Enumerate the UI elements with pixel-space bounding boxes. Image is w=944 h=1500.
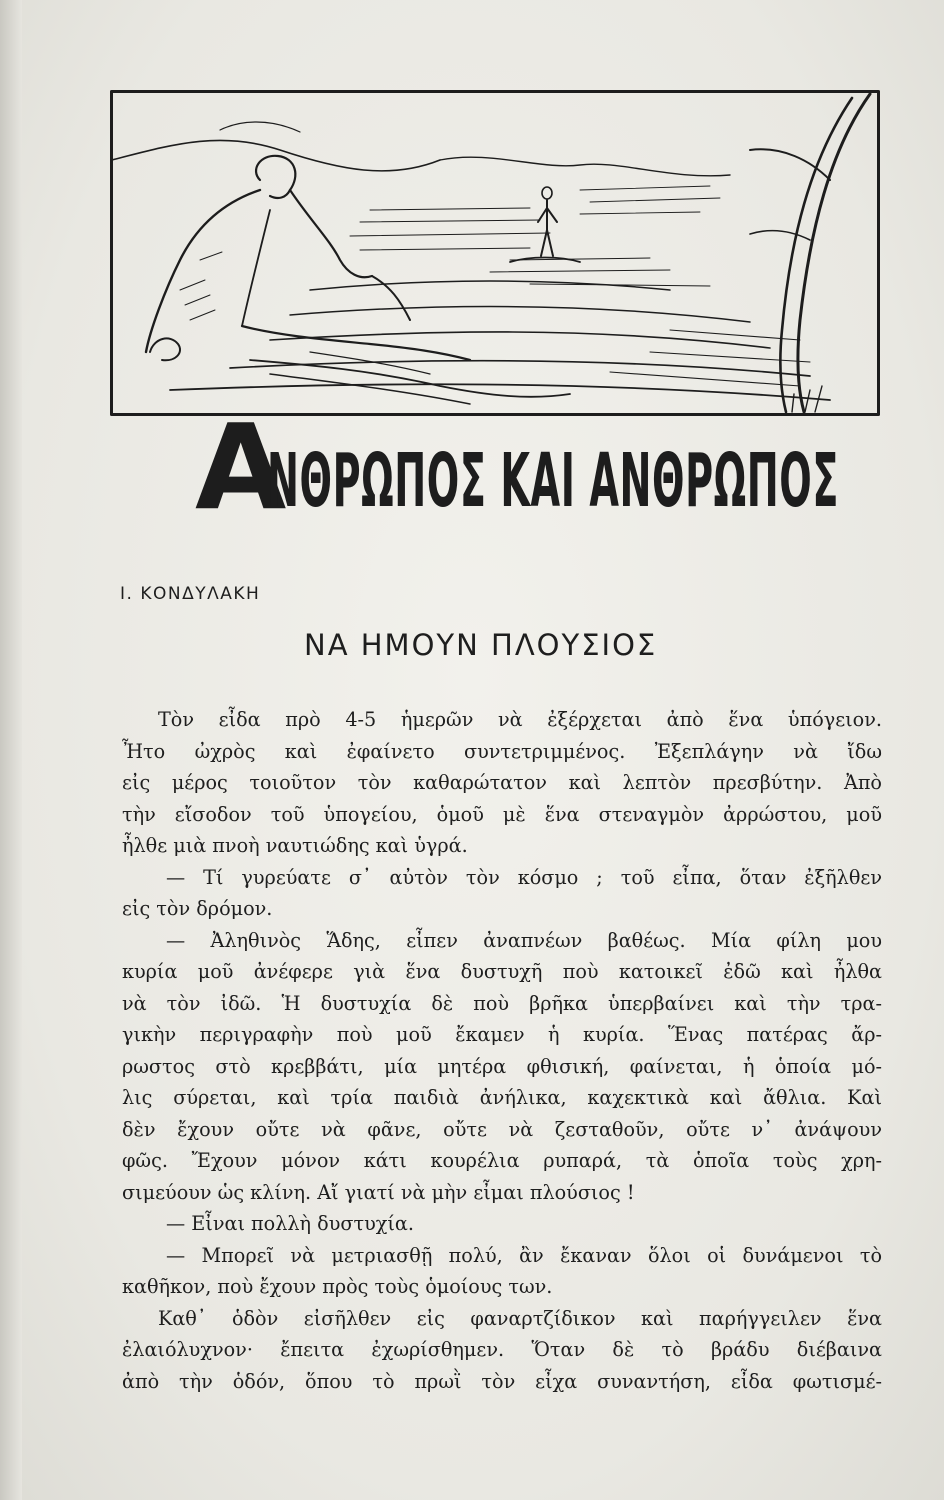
text-line: ἐλαιόλυχνον· ἔπειτα ἐχωρίσθημεν. Ὅταν δὲ τὸ βράδυ διέβαινα — [122, 1338, 882, 1361]
text-line: ἦλθε μιὰ πνοὴ ναυτιώδης καὶ ὑγρά. — [122, 834, 468, 857]
text-line: εἰς τὸν δρόμον. — [122, 897, 273, 920]
text-line: σιμεύουν ὡς κλίνη. Αἴ γιατί νὰ μὴν εἶμαι πλούσιος ! — [122, 1180, 635, 1204]
header-illustration — [110, 90, 880, 416]
author-name: Ι. ΚΟΝΔΥΛΑΚΗ — [120, 584, 261, 604]
text-line: καθῆκον, ποὺ ἔχουν πρὸς τοὺς ὁμοίους των. — [122, 1275, 553, 1298]
text-line: Καθ᾽ ὁδὸν εἰσῆλθεν εἰς φαναρτζίδικον καὶ παρήγγειλεν ἕνα — [158, 1306, 882, 1330]
story-body — [122, 704, 882, 1397]
text-line: Ἦτο ὠχρὸς καὶ ἐφαίνετο συντετριμμένος. Ἐξεπλάγην νὰ ἴδω — [122, 739, 882, 763]
header-title-text: ΝΘΡΩΠΟΣ ΚΑΙ ΑΝΘΡΩΠΟΣ — [267, 438, 839, 520]
text-line: φῶς. Ἔχουν μόνον κάτι κουρέλια ρυπαρά, τὰ ὁποῖα τοὺς χρη- — [122, 1149, 882, 1172]
text-line: γικὴν περιγραφὴν ποὺ μοῦ ἔκαμεν ἡ κυρία. Ἕνας πατέρας ἄρ- — [122, 1023, 882, 1046]
text-line: τὴν εἴσοδον τοῦ ὑπογείου, ὁμοῦ μὲ ἕνα στεναγμὸν ἀρρώστου, μοῦ — [122, 802, 882, 826]
text-line: — Εἶναι πολλὴ δυστυχία. — [166, 1212, 414, 1235]
text-line: — Ἀληθινὸς Ἅδης, εἶπεν ἀναπνέων βαθέως. Μία φίλη μου — [166, 928, 882, 952]
story-title: ΝΑ ΗΜΟΥΝ ΠΛΟΥΣΙΟΣ — [304, 628, 658, 662]
text-line: — Μπορεῖ νὰ μετριασθῇ πολύ, ἂν ἔκαναν ὅλοι οἱ δυνάμενοι τὸ — [166, 1243, 882, 1267]
header-title — [195, 410, 845, 520]
text-line: δὲν ἔχουν οὔτε νὰ φᾶνε, οὔτε νὰ ζεσταθοῦν, οὔτε ν᾽ ἀνάψουν — [122, 1117, 882, 1141]
page-spine-shadow — [0, 0, 22, 1500]
header-title-initial: Α — [195, 410, 287, 520]
text-line: — Τί γυρεύατε σ᾽ αὐτὸν τὸν κόσμο ; τοῦ εἶπα, ὅταν ἐξῆλθεν — [166, 865, 882, 889]
text-line: εἰς μέρος τοιοῦτον τὸν καθαρώτατον καὶ λεπτὸν πρεσβύτην. Ἀπὸ — [122, 771, 882, 794]
text-line: λις σύρεται, καὶ τρία παιδιὰ ἀνήλικα, καχεκτικὰ καὶ ἄθλια. Καὶ — [122, 1086, 882, 1109]
text-line: κυρία μοῦ ἀνέφερε γιὰ ἕνα δυστυχῆ ποὺ κατοικεῖ ἐδῶ καὶ ἦλθα — [122, 960, 882, 983]
text-line: ρωστος στὸ κρεββάτι, μία μητέρα φθισική, φαίνεται, ἡ ὁποία μό- — [122, 1054, 882, 1078]
text-line: Τὸν εἶδα πρὸ 4-5 ἡμερῶν νὰ ἐξέρχεται ἀπὸ ἕνα ὑπόγειον. — [158, 708, 882, 731]
text-line: ἀπὸ τὴν ὁδόν, ὅπου τὸ πρωῒ τὸν εἶχα συναντήση, εἶδα φωτισμέ- — [122, 1369, 882, 1393]
text-line: νὰ τὸν ἰδῶ. Ἡ δυστυχία δὲ ποὺ βρῆκα ὑπερβαίνει καὶ τὴν τρα- — [122, 991, 882, 1015]
